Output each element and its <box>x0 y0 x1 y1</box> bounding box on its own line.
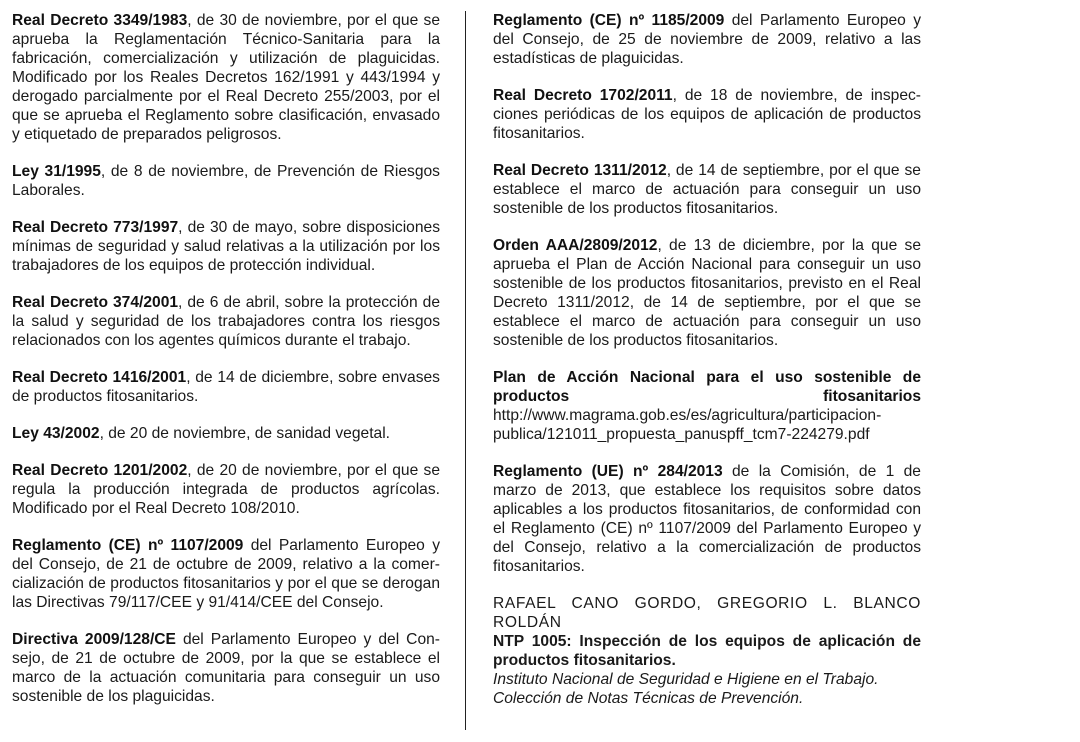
reference-text: del Parlamento Europeo y del Consejo, de 25 de noviembre de 2009, relativo a las estadísticas de plaguicidas. <box>493 12 921 67</box>
reference-title: Orden AAA/2809/2012 <box>493 237 658 254</box>
right-column <box>493 11 921 708</box>
reference-entry <box>493 368 921 444</box>
reference-entry <box>12 536 440 612</box>
reference-title: Real Decreto 374/2001 <box>12 294 179 311</box>
reference-title: Reglamento (CE) nº 1185/2009 <box>493 12 725 29</box>
reference-entry <box>12 461 440 518</box>
reference-entry <box>12 218 440 275</box>
reference-title: Real Decreto 1201/2002 <box>12 462 188 479</box>
reference-text: , de 8 de noviembre, de Prevención de Riesgos Laborales. <box>12 163 440 199</box>
reference-text: , de 30 de mayo, sobre disposiciones mínimas de seguridad y salud relativas a la utilización por los trabajadores de los equipos de protección individual. <box>12 219 440 274</box>
column-divider <box>465 11 466 730</box>
reference-link: http://www.magrama.gob.es/es/agricultura/participacion-publica/121011_propuesta_panuspff_tcm7-224279.pdf <box>493 407 882 443</box>
reference-entry <box>12 162 440 200</box>
reference-text: del Parlamento Europeo y del Consejo, de 21 de octubre de 2009, por la que se establece el marco de la actuación comunitaria para conseguir un uso sostenible de los plaguicidas. <box>12 631 440 705</box>
reference-title: Real Decreto 3349/1983 <box>12 12 188 29</box>
reference-text: , de 6 de abril, sobre la protección de la salud y seguridad de los trabajadores contra los riesgos relacionados con los agentes químicos durante el trabajo. <box>12 294 440 349</box>
reference-entry <box>12 368 440 406</box>
reference-title: Plan de Acción Nacional para el uso sostenible de productos fitosanitarios <box>493 369 921 405</box>
reference-text: , de 30 de noviembre, por el que se aprueba la Reglamentación Técnico-Sanitaria para la fabricación, comercialización y utilización de plaguicidas. Modificado por los Reales Decretos 162/1991 y 443/1994 y derogado parcialmente por el Real Decreto 255/2003, por el que se aprueba el Reglamento sobre clasificación, envasado y etiquetado de preparados peligrosos. <box>12 12 441 143</box>
reference-entry <box>493 462 921 576</box>
reference-title: Reglamento (UE) nº 284/2013 <box>493 463 723 480</box>
document-footer <box>493 594 921 708</box>
reference-text: , de 20 de noviembre, por el que se regula la producción integrada de productos agrícolas. Modificado por el Real Decreto 108/2010. <box>12 462 441 517</box>
reference-text: , de 13 de diciembre, por la que se aprueba el Plan de Acción Nacional para conseguir un uso sostenible de los productos fitosanitarios, previsto en el Real Decreto 1311/2012, de 14 de septiembre, por el que se establece el marco de actuación para conseguir un uso sostenible de los productos fitosanitarios. <box>493 237 921 349</box>
reference-text: del Parlamento Europeo y del Consejo, de 21 de octubre de 2009, relativo a la comercialización de productos fitosanitarios y por el que se derogan las Directivas 79/117/CEE y 91/414/CEE del Consejo. <box>12 537 440 611</box>
reference-entry <box>12 11 440 144</box>
reference-text: de la Comisión, de 1 de marzo de 2013, que establece los requisitos sobre datos aplicables a los productos fitosanitarios, de conformidad con el Reglamento (CE) nº 1107/2009 del Parlamento Europeo y del Consejo, relativo a la comercialización de productos fitosanitarios. <box>493 463 921 575</box>
reference-text: , de 14 de septiembre, por el que se establece el marco de actuación para conseguir un uso sostenible de los productos fitosanitarios. <box>493 162 921 217</box>
reference-entry <box>12 630 440 706</box>
reference-title: Ley 43/2002 <box>12 425 100 442</box>
reference-entry <box>12 293 440 350</box>
reference-title: Real Decreto 1702/2011 <box>493 87 673 104</box>
reference-entry <box>12 424 440 443</box>
left-column <box>12 11 440 724</box>
reference-text: , de 18 de noviembre, de inspecciones periódicas de los equipos de aplicación de productos fitosanitarios. <box>493 87 921 142</box>
reference-entry <box>493 236 921 350</box>
reference-title: Real Decreto 1416/2001 <box>12 369 187 386</box>
reference-entry <box>493 161 921 218</box>
reference-title: Directiva 2009/128/CE <box>12 631 176 648</box>
reference-entry <box>493 86 921 143</box>
reference-entry <box>493 11 921 68</box>
reference-text: , de 14 de diciembre, sobre envases de productos fitosanitarios. <box>12 369 440 405</box>
reference-title: Ley 31/1995 <box>12 163 101 180</box>
reference-text: , de 20 de noviembre, de sanidad vegetal. <box>99 425 390 442</box>
reference-title: Real Decreto 773/1997 <box>12 219 179 236</box>
reference-title: Reglamento (CE) nº 1107/2009 <box>12 537 244 554</box>
reference-title: Real Decreto 1311/2012 <box>493 162 667 179</box>
authors: RAFAEL CANO GORDO, GREGORIO L. BLANCO ROLDÁN <box>493 595 921 631</box>
source-institution: Instituto Nacional de Seguridad e Higiene en el Trabajo. <box>493 671 879 688</box>
ntp-title: NTP 1005: Inspección de los equipos de aplicación de productos fitosanitarios. <box>493 633 921 669</box>
source-collection: Colección de Notas Técnicas de Prevención. <box>493 690 804 707</box>
